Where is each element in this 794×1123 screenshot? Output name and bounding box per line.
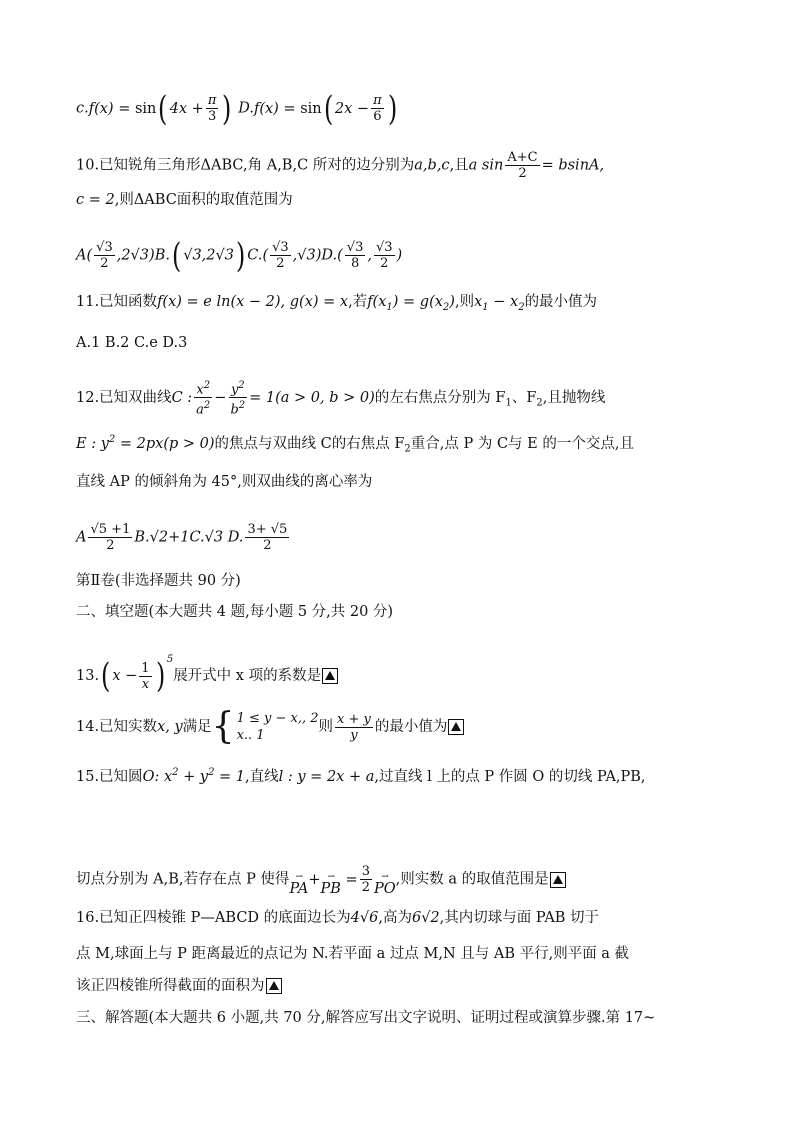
answer-blank-icon[interactable]	[448, 719, 464, 735]
q11-text-a: 11.已知函数	[76, 294, 158, 310]
q11-answers: A.1 B.2 C.e D.3	[76, 335, 188, 351]
q14-text-a: 14.已知实数	[76, 719, 158, 735]
answer-blank-icon[interactable]	[550, 872, 566, 888]
q10-opt-c-frac: $\frac{√3}{2}$	[272, 240, 289, 271]
q10-tail: = bsinA,	[541, 157, 605, 174]
q12-line1-b: 的左右焦点分别为 F	[374, 389, 506, 406]
q16-line1	[76, 908, 599, 928]
q10-options: A( $\frac{√3}{2}$ ,2√3)B.( √3,2√3) C.( $\frac{√3}{2}$ ,√3)D.( $\frac{√3}{8}$ , $\frac{√3}{2}$ )	[76, 235, 403, 276]
q10-mid: ,且	[449, 157, 469, 174]
q11-text-c: ,则	[454, 294, 475, 310]
q15-line1-c: ,过直线 l 上的点 P 作圆 O 的切线 PA,PB,	[374, 768, 646, 785]
q11-text-d: 的最小值为	[524, 294, 598, 310]
q14-vars: x, y	[157, 719, 183, 735]
q14-system: { 1 ≤ y − x,, 2 x.. 1	[211, 706, 319, 747]
q15-line1-a: 15.已知圆	[76, 768, 143, 785]
q16-line3	[76, 976, 282, 996]
answer-blank-icon[interactable]	[266, 978, 282, 994]
q9-c-frac: $\frac{\pi}{3}$	[207, 93, 217, 124]
q15-line1-b: ,直线	[245, 768, 279, 785]
q15-line2-b: ,则实数 a 的取值范围是	[395, 871, 549, 888]
q9-options-cd	[76, 88, 399, 129]
q15-line2-a: 切点分别为 A,B,若存在点 P 使得	[76, 871, 290, 888]
q11-line1	[76, 292, 597, 318]
q9-option-c-formula: f(x) = sin( 4x + $\frac{\pi}{3}$ )	[88, 88, 232, 129]
answer-blank-icon[interactable]	[322, 668, 338, 684]
q10-line2-text: ,则ΔABC面积的取值范围为	[114, 192, 293, 208]
q16-line3-text: 该正四棱锥所得截面的面积为	[76, 978, 265, 994]
q12-parabola: E : $y^2 = 2px(p > 0)$	[76, 434, 215, 452]
q11-text-b: ,若	[348, 294, 368, 310]
q14-text-c: 则	[318, 719, 333, 735]
q16-height: 6√2	[411, 910, 440, 926]
q14-text-d: 的最小值为	[374, 719, 448, 735]
q11-f: f(x) = e ln(x − 2), g(x) = x	[157, 294, 349, 310]
q10-opt-c-label: C.	[247, 247, 263, 264]
q14-frac: $\frac{x + y}{y}$	[337, 711, 371, 743]
q10-opt-d-label: D.	[321, 247, 338, 264]
q10-opt-b-label: B.	[154, 247, 170, 264]
q9-d-frac: $\frac{\pi}{6}$	[373, 93, 382, 124]
q13-text: 展开式中 x 项的系数是	[173, 668, 322, 684]
q15-line2	[76, 864, 566, 895]
q10-vars: a,b,c	[414, 157, 450, 174]
q9-option-c-label: c.	[76, 100, 89, 117]
q10-line2	[76, 190, 293, 210]
q11-cond: $f(x_1) = g(x_2)$	[367, 294, 455, 313]
q16-line2: 点 M,球面上与 P 距离最近的点记为 N.若平面 a 过点 M,N 且与 AB 平行,则平面 a 截	[76, 946, 630, 962]
q9-option-d-label: D.	[238, 100, 254, 117]
q12-options: A $\frac{√5 +1}{2}$ B.√2+1C.√3 D. $\frac{3+ √5}{2}$	[76, 522, 288, 553]
q13-expr: ( x − $\frac{1}{x}$ ) $^5$	[101, 654, 174, 696]
q15-vector-eq: ⇀ PA + ⇀ PB = $\frac{3}{2}$ ⇀ PO	[289, 864, 396, 897]
q10-line1	[76, 150, 604, 181]
q10-opt-d-frac1: $\frac{√3}{8}$	[346, 240, 364, 271]
answer-section-heading: 三、解答题(本大题共 6 小题,共 70 分,解答应写出文字说明、证明过程或演算步骤.第 17~	[76, 1010, 656, 1026]
q10-opt-a-frac: $\frac{√3}{2}$	[96, 240, 113, 271]
q16-line1-b: ,高为	[378, 910, 412, 926]
q9-option-d-formula: f(x) = sin( 2x − $\frac{\pi}{6}$ )	[253, 88, 397, 129]
q10-prefix: 10.已知锐角三角形ΔABC,角 A,B,C 所对的边分别为	[76, 157, 415, 174]
q16-side: 4√6	[350, 910, 379, 926]
q10-opt-a-label: A	[76, 247, 87, 264]
q13-number: 13.	[76, 668, 100, 684]
q15-line1	[76, 763, 646, 787]
q10-asin: a sin	[468, 157, 504, 174]
volume-2-title: 第Ⅱ卷(非选择题共 90 分)	[76, 573, 241, 589]
q12-line2: E : $y^2 = 2px(p > 0)$的焦点与双曲线 C的右焦点 $F_2$重合,点 P 为 C与 E 的一个交点,且	[76, 434, 634, 455]
q14-text-b: 满足	[182, 719, 212, 735]
q12-line1: 12.已知双曲线C : $\frac{x^2}{a^2}$ − $\frac{y^2}{b^2}$ = 1(a > 0, b > 0)的左右焦点分别为 $F_1$、$F_2$,且抛物线	[76, 380, 606, 418]
q12-line1-d: ,且抛物线	[542, 389, 606, 406]
q12-line1-c: 、F	[511, 389, 537, 406]
q10-c-eq: c = 2	[76, 192, 115, 208]
fill-in-heading: 二、填空题(本大题共 4 题,每小题 5 分,共 20 分)	[76, 604, 394, 620]
q12-hyperbola: C : $\frac{x^2}{a^2}$ − $\frac{y^2}{b^2}$ = 1(a > 0, b > 0)	[171, 380, 375, 418]
q10-opt-d-frac2: $\frac{√3}{2}$	[375, 240, 393, 271]
q10-frac: $\frac{A+C}{2}$	[507, 150, 538, 181]
q13-line	[76, 650, 338, 696]
q15-circle: O: $x^2 + y^2 = 1$	[142, 767, 246, 785]
q12-line2-a: 的焦点与双曲线 C的右焦点 F	[214, 435, 405, 452]
q16-line1-a: 16.已知正四棱锥 P—ABCD 的底面边长为	[76, 910, 351, 926]
q14-line	[76, 706, 464, 747]
q16-line1-c: ,其内切球与面 PAB 切于	[439, 910, 600, 926]
q12-line3: 直线 AP 的倾斜角为 45°,则双曲线的离心率为	[76, 474, 373, 490]
q12-line2-b: 重合,点 P 为 C与 E 的一个交点,且	[410, 435, 634, 452]
q12-line1-a: 12.已知双曲线	[76, 389, 172, 406]
q11-expr: $x_1 - x_2$	[474, 294, 525, 313]
q15-line-eq: l : y = 2x + a	[278, 768, 375, 785]
